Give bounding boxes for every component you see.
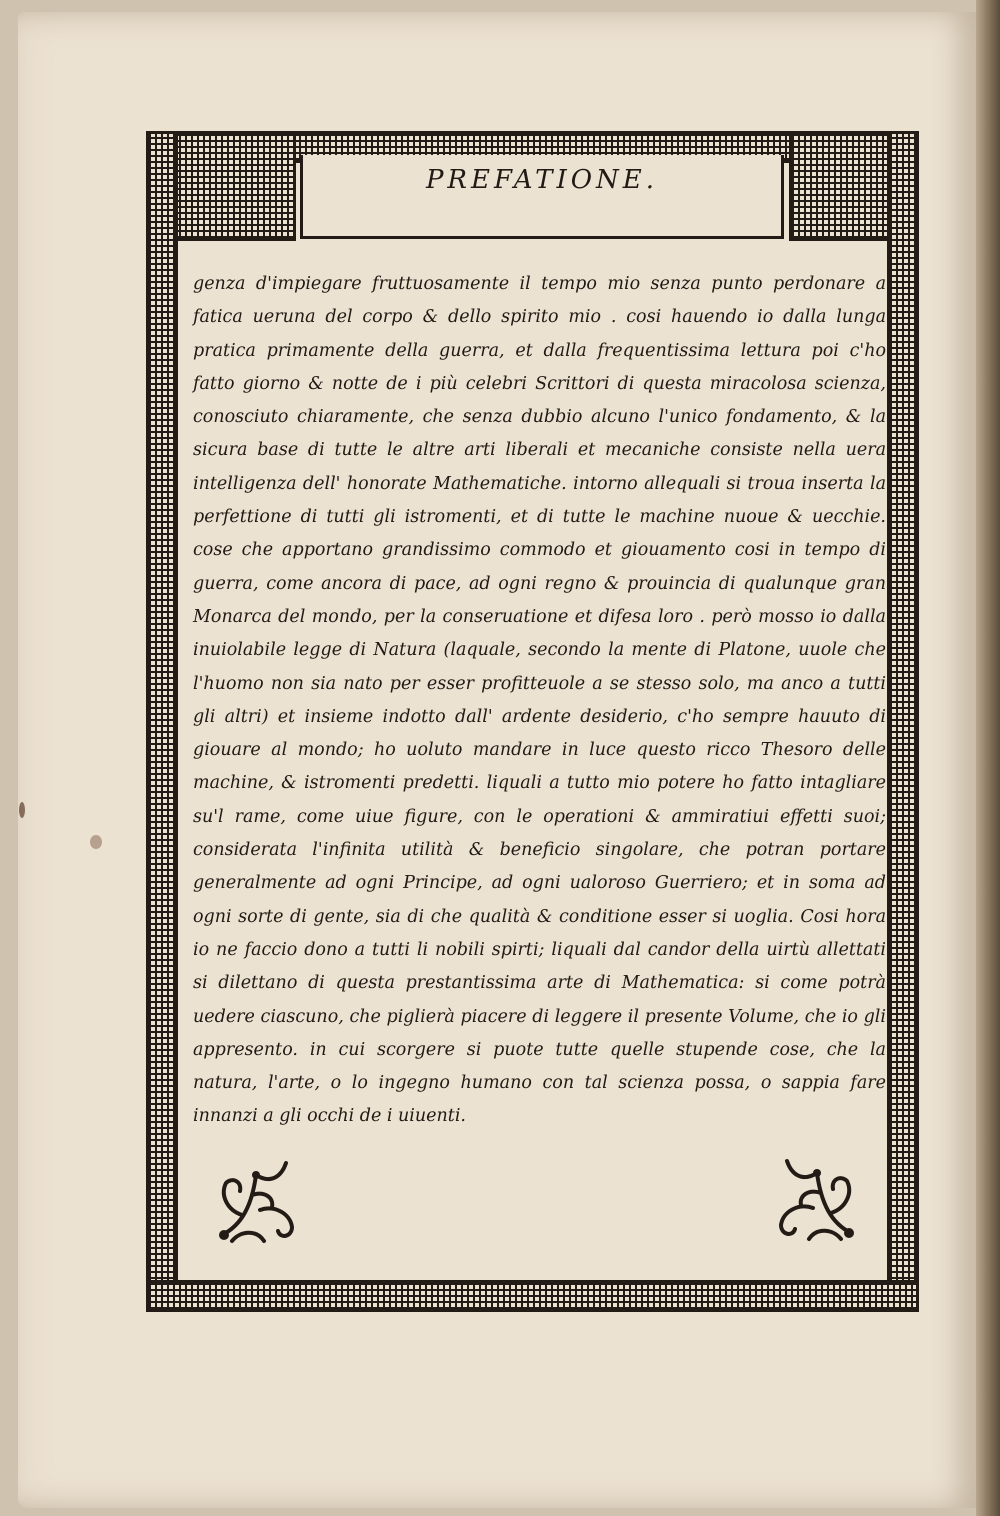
page-title: PREFATIONE.	[425, 165, 659, 195]
paper-stain	[19, 802, 25, 818]
fleuron-left-icon	[212, 1155, 300, 1247]
border-bottom	[146, 1280, 919, 1312]
border-right	[887, 131, 919, 1312]
preface-text	[193, 268, 886, 1134]
adjacent-page-edge	[976, 0, 1000, 1516]
paper-stain	[90, 835, 102, 849]
border-left	[146, 131, 178, 1312]
body-paragraph: genza d'impiegare fruttuosamente il tempo mio senza punto perdonare a fatica ueruna del corpo & dello spirito mio . cosi hauendo io dalla lunga pratica primamente della guerra, et dalla frequentissima lettura poi c'ho fatto giorno & notte de i più celebri Scrittori di questa miracolosa scienza, conosciuto chiaramente, che senza dubbio alcuno l'unico fondamento, & la sicura base di tutte le altre arti liberali et mecaniche consiste nella uera intelligenza dell' honorate Mathematiche. intorno allequali si troua inserta la perfettione di tutti gli istromenti, et di tutte le machine nuoue & uecchie. cose che apportano grandissimo commodo et giouamento cosi in tempo di guerra, come ancora di pace, ad ogni regno & prouincia di qualunque gran Monarca del mondo, per la conseruatione et difesa loro . però mosso io dalla inuiolabile legge di Natura (laquale, secondo la mente di Platone, uuole che l'huomo non sia nato per esser profitteuole a se stesso solo, ma anco a tutti gli altri) et insieme indotto dall' ardente desiderio, c'ho sempre hauuto di giouare al mondo; ho uoluto mandare in luce questo ricco Thesoro delle machine, & istromenti predetti. liquali a tutto mio potere ho fatto intagliare su'l rame, come uiue figure, con le operationi & ammiratiui effetti suoi; considerata l'infinita utilità & beneficio singolare, che potran portare generalmente ad ogni Principe, ad ogni ualoroso Guerriero; et in soma ad ogni sorte di gente, sia di che qualità & conditione esser si uoglia. Cosi hora io ne faccio dono a tutti li nobili spirti; liquali dal candor della uirtù allettati si dilettano di questa prestantissima arte di Mathematica: si come potrà uedere ciascuno, che piglierà piacere di leggere il presente Volume, che io gli appresento. in cui scorgere si puote tutte quelle stupende cose, che la natura, l'arte, o lo ingegno humano con tal scienza possa, o sappia fare innanzi a gli occhi de i uiuenti.	[193, 274, 886, 1127]
fleuron-right-icon	[773, 1153, 861, 1245]
